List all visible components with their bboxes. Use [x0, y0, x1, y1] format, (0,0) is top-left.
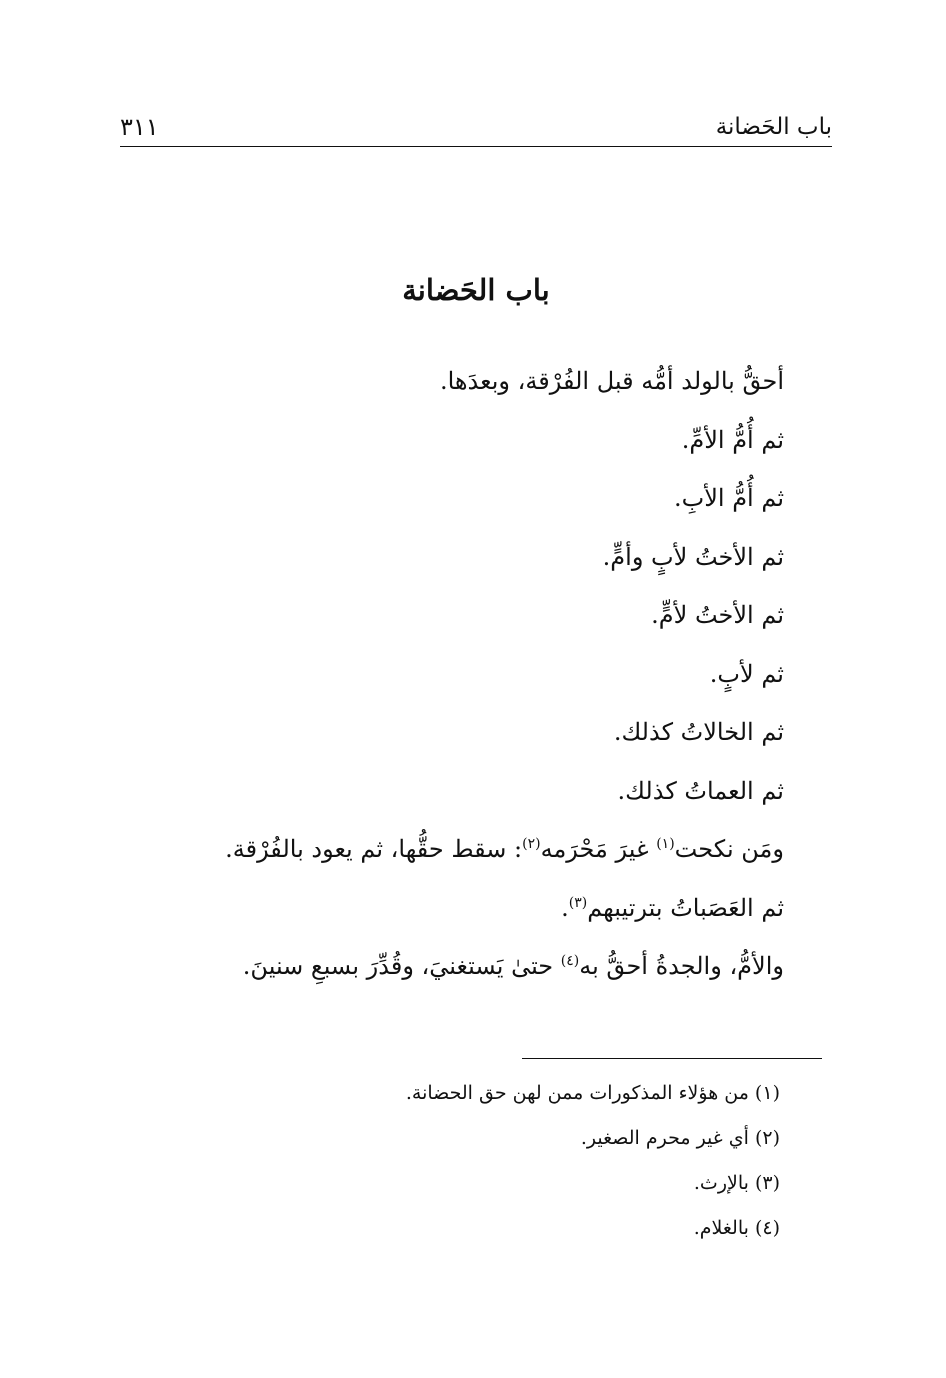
body-text-segment: .: [561, 893, 569, 922]
body-text-segment: غيرَ مَحْرَمه: [540, 835, 657, 863]
body-line-2: ثم أُمُّ الأمِّ.: [681, 425, 784, 454]
footnote-marker-3: (٣): [568, 894, 588, 911]
running-title: باب الحَضانة: [715, 114, 832, 141]
footnote-marker-1: (١): [656, 836, 675, 852]
body-line-4: ثم الأختُ لأبٍ وأمٍّ.: [602, 542, 784, 571]
body-line-9: [164, 820, 784, 879]
body-text-segment: ومَن نكحت: [674, 835, 784, 863]
body-line-6: ثم لأبٍ.: [709, 659, 784, 688]
body-line-11: [164, 937, 784, 996]
body-line-5: ثم الأختُ لأمٍّ.: [651, 601, 784, 629]
footnote-3: (٣) بالإرث.: [693, 1172, 780, 1194]
footnote-marker-2: (٢): [522, 836, 541, 852]
body-line-3: ثم أُمُّ الأبِ.: [673, 484, 784, 512]
footnote-4: (٤) بالغلام.: [693, 1217, 780, 1239]
chapter-title: باب الحَضانة: [402, 273, 550, 307]
body-line-1: أحقُّ بالولد أمُّه قبل الفُرْقة، وبعدَها.: [439, 367, 784, 395]
body-line-7: ثم الخالاتُ كذلك.: [613, 718, 784, 746]
body-text-segment: والأمُّ، والجدةُ أحقُّ به: [579, 952, 784, 980]
body-line-10: [164, 879, 784, 938]
footnote-1: (١) من هؤلاء المذكورات ممن لهن حق الحضانة.: [405, 1082, 780, 1104]
running-header: [120, 103, 832, 147]
footnote-2: (٢) أي غير محرم الصغير.: [580, 1127, 780, 1149]
body-text: [164, 352, 784, 996]
body-text-segment: حتىٰ يَستغنيَ، وقُدِّرَ بسبعِ سنينَ.: [242, 952, 561, 980]
body-line-8: ثم العماتُ كذلك.: [617, 776, 784, 805]
footnotes: [220, 1071, 780, 1251]
body-text-segment: : سقط حقُّها، ثم يعود بالفُرْقة.: [225, 835, 523, 863]
footnote-marker-4: (٤): [560, 953, 580, 969]
footnote-divider: [522, 1058, 822, 1059]
page-number: ٣١١: [120, 113, 159, 142]
body-text-segment: ثم العَصَباتُ بترتيبهم: [587, 893, 784, 922]
